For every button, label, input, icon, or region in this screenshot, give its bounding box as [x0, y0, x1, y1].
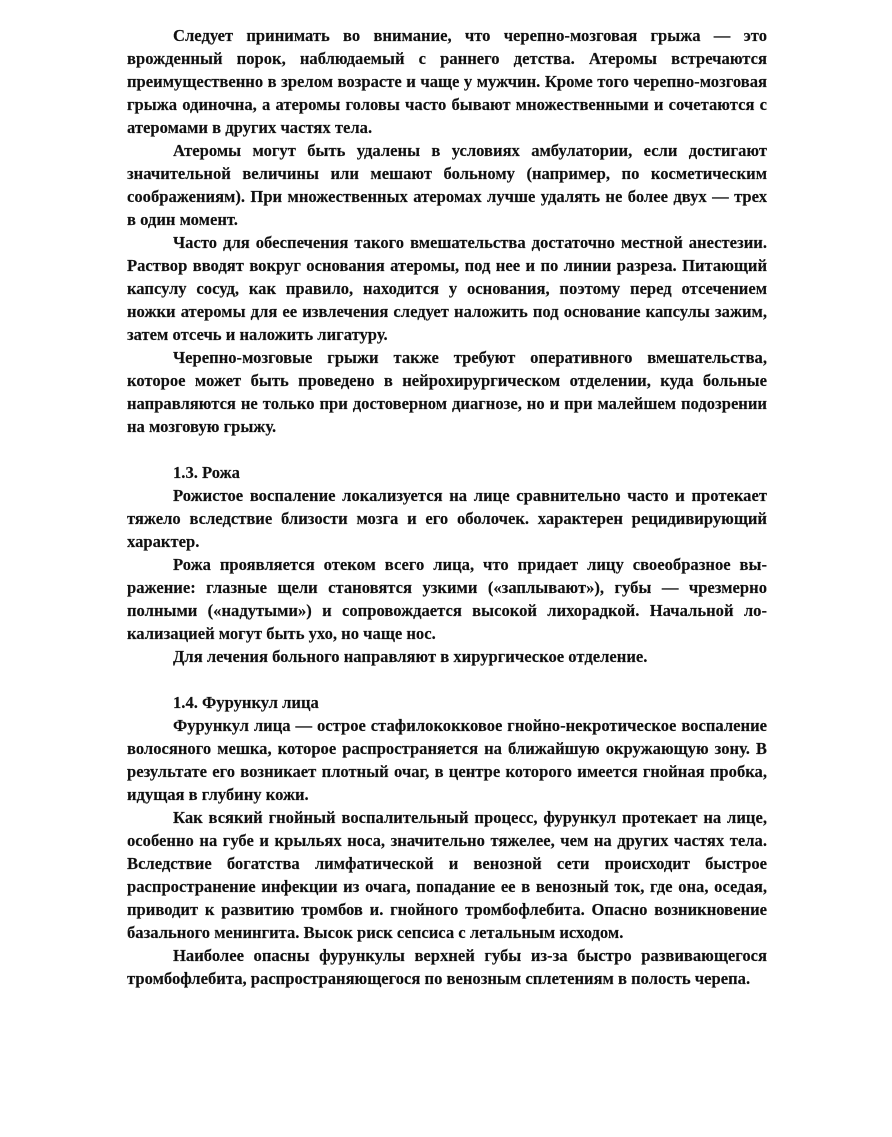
paragraph: Как всякий гнойный воспалительный процесс, фурункул протекает на лице, особенно на губе и крыльях носа, значительно тяжелее, чем на других частях тела. Вследствие богатства лимфатической и венозной сети происходит быстрое распространение инфекции из очага, попадание ее в венозный ток, где она, оседая, приводит к развитию тромбов и. гнойного тромбофлебита. Опасно возникновение базального менингита. Высок риск сепсиса с летальным исходом.	[127, 808, 767, 942]
intro-block	[127, 24, 767, 438]
paragraph: Фурункул лица — острое стафилококковое гнойно-некротическое воспаление волосяного мешка, которое распространяется на ближайшую окружающую зону. В результате его возникает плотный очаг, в центре которого имеется гнойная пробка, идущая в глубину кожи.	[127, 716, 767, 804]
document-page	[127, 24, 767, 990]
paragraph: Рожа проявляется отеком всего лица, что придает лицу своеобразное выражение: глазные щели становятся узкими («заплывают»), губы — чрезмерно полными («надутыми») и сопровождается высокой лихорадкой. Начальной локализацией могут быть ухо, но чаще нос.	[127, 555, 767, 643]
paragraph: Атеромы могут быть удалены в условиях амбулатории, если достигают значительной величины или мешают больному (например, по косметическим соображениям). При множественных атеромах лучше удалять не более двух — трех в один момент.	[127, 141, 767, 229]
paragraph: Черепно-мозговые грыжи также требуют оперативного вмешательства, которое может быть проведено в нейрохирургическом отделении, куда больные направляются не только при достоверном диагнозе, но и при малейшем подозрении на мозговую грыжу.	[127, 348, 767, 436]
section-erysipelas	[127, 461, 767, 668]
section-furuncle	[127, 691, 767, 990]
section-heading: 1.3. Рожа	[173, 463, 240, 482]
paragraph: Часто для обеспечения такого вмешательства достаточно местной анестезии. Раствор вводят вокруг основания атеромы, под нее и по линии разреза. Питающий капсулу сосуд, как правило, находится у основания, поэтому перед отсечением ножки атеромы для ее извлечения следует наложить под основание капсулы зажим, затем отсечь и наложить лигатуру.	[127, 233, 767, 344]
paragraph: Рожистое воспаление локализуется на лице сравнительно часто и протекает тяжело вследствие близости мозга и его оболочек. характерен рецидивирующий характер.	[127, 486, 767, 551]
section-heading: 1.4. Фурункул лица	[173, 693, 319, 712]
paragraph: Следует принимать во внимание, что черепно-мозговая грыжа — это врожденный порок, наблюдаемый с раннего детства. Атеромы встречаются преимущественно в зрелом возрасте и чаще у мужчин. Кроме того черепно-мозговая грыжа одиночна, а атеромы головы часто бывают множественными и сочетаются с атеромами в других частях тела.	[127, 26, 767, 137]
paragraph: Наиболее опасны фурункулы верхней губы из-за быстро развивающегося тромбофлебита, распространяющегося по венозным сплетениям в полость черепа.	[127, 946, 767, 988]
paragraph: Для лечения больного направляют в хирургическое отделение.	[173, 647, 648, 666]
